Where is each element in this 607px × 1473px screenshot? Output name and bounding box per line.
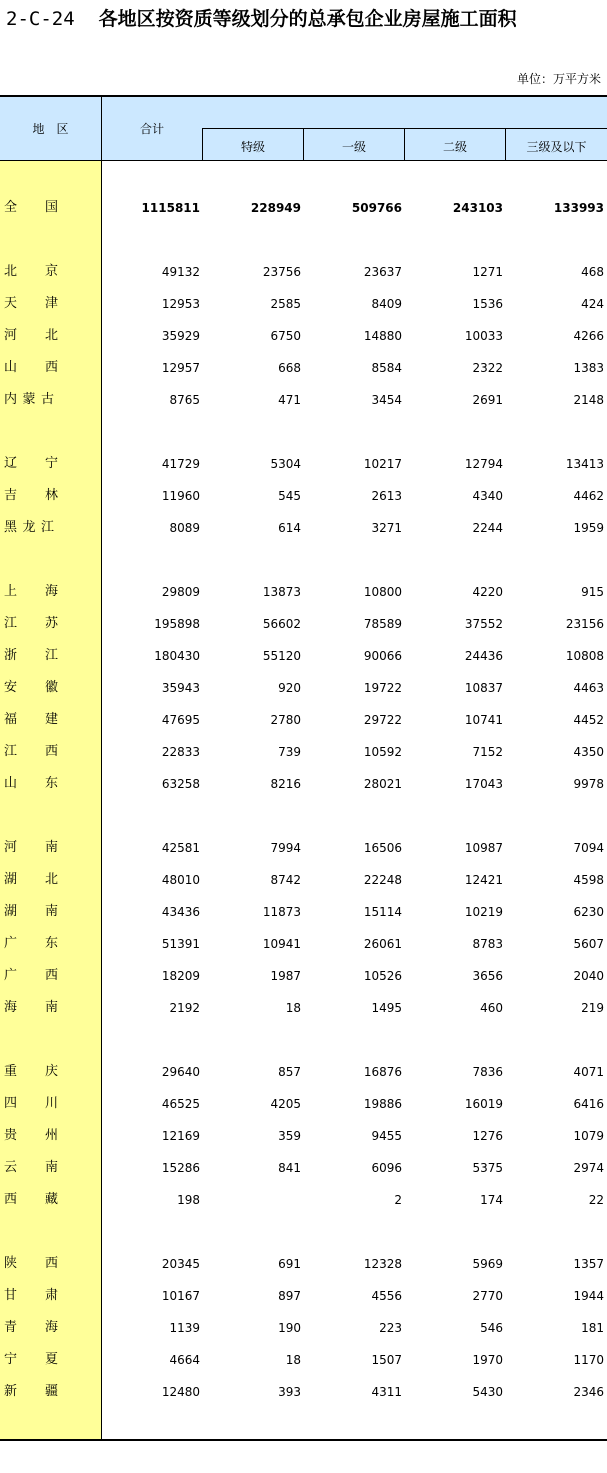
value-special-grade: 668: [278, 361, 301, 375]
value-total: 48010: [161, 873, 200, 887]
region-name: 甘肃: [4, 1288, 58, 1303]
header-grade-three-below: 三级及以下: [526, 140, 587, 154]
value-total: 63258: [161, 777, 200, 791]
value-special-grade: 359: [278, 1129, 301, 1143]
value-special-grade: 13873: [262, 585, 301, 599]
value-grade-one: 223: [379, 1321, 402, 1335]
region-name: 山西: [4, 360, 58, 375]
value-grade-one: 8584: [371, 361, 402, 375]
region-name: 四川: [4, 1096, 58, 1111]
region-name: 湖南: [4, 904, 58, 919]
value-total: 12957: [161, 361, 200, 375]
region-name: 青海: [4, 1320, 58, 1335]
value-grade-three-below: 4462: [573, 489, 604, 503]
value-grade-one: 1507: [371, 1353, 402, 1367]
table-row: [0, 288, 607, 320]
value-special-grade: 393: [278, 1385, 301, 1399]
value-grade-three-below: 10808: [565, 649, 604, 663]
value-total: 43436: [161, 905, 200, 919]
value-total: 11960: [161, 489, 200, 503]
header-bottom-border: [0, 160, 607, 161]
value-special-grade: 545: [278, 489, 301, 503]
value-total: 8765: [169, 393, 200, 407]
value-special-grade: 691: [278, 1257, 301, 1271]
value-special-grade: 56602: [262, 617, 301, 631]
value-grade-two: 1271: [472, 265, 503, 279]
region-name: 重庆: [4, 1064, 58, 1079]
table-code: 2-C-24: [6, 8, 75, 30]
table-row: [0, 672, 607, 704]
table-top-border: [0, 95, 607, 97]
region-name: 宁夏: [4, 1352, 58, 1367]
region-name: 云南: [4, 1160, 58, 1175]
region-name: 湖北: [4, 872, 58, 887]
value-total: 1139: [169, 1321, 200, 1335]
value-total: 195898: [154, 617, 200, 631]
value-grade-three-below: 133993: [553, 201, 604, 215]
region-name: 浙江: [4, 648, 58, 663]
table-row: [0, 640, 607, 672]
value-special-grade: 614: [278, 521, 301, 535]
value-total: 29640: [161, 1065, 200, 1079]
value-special-grade: 1987: [270, 969, 301, 983]
value-grade-two: 7836: [472, 1065, 503, 1079]
region-name: 河北: [4, 328, 58, 343]
value-grade-one: 78589: [363, 617, 402, 631]
value-special-grade: 55120: [262, 649, 301, 663]
value-grade-three-below: 2974: [573, 1161, 604, 1175]
value-grade-three-below: 1170: [573, 1353, 604, 1367]
region-name: 福建: [4, 712, 58, 727]
table-row: [0, 864, 607, 896]
value-grade-three-below: 424: [581, 297, 604, 311]
header-region: 地 区: [32, 122, 69, 136]
region-name: 天津: [4, 296, 58, 311]
value-grade-two: 2770: [472, 1289, 503, 1303]
value-total: 51391: [161, 937, 200, 951]
value-grade-two: 10741: [464, 713, 503, 727]
value-total: 47695: [161, 713, 200, 727]
table-row: [0, 1248, 607, 1280]
value-grade-three-below: 181: [581, 1321, 604, 1335]
value-grade-three-below: 2040: [573, 969, 604, 983]
table-row: [0, 1312, 607, 1344]
table-row: [0, 256, 607, 288]
value-special-grade: 10941: [262, 937, 301, 951]
value-grade-three-below: 915: [581, 585, 604, 599]
value-special-grade: 6750: [270, 329, 301, 343]
value-grade-one: 16876: [363, 1065, 402, 1079]
value-grade-two: 17043: [464, 777, 503, 791]
value-special-grade: 4205: [270, 1097, 301, 1111]
table-row: [0, 960, 607, 992]
value-grade-three-below: 4463: [573, 681, 604, 695]
region-name: 广西: [4, 968, 58, 983]
value-total: 49132: [161, 265, 200, 279]
value-special-grade: 857: [278, 1065, 301, 1079]
value-grade-two: 5375: [472, 1161, 503, 1175]
region-name: 内蒙古: [4, 392, 54, 407]
value-grade-three-below: 4598: [573, 873, 604, 887]
value-special-grade: 897: [278, 1289, 301, 1303]
value-grade-three-below: 13413: [565, 457, 604, 471]
value-special-grade: 5304: [270, 457, 301, 471]
region-name: 江西: [4, 744, 58, 759]
table-row: [0, 608, 607, 640]
value-grade-two: 7152: [472, 745, 503, 759]
value-grade-three-below: 4266: [573, 329, 604, 343]
header-special-grade: 特级: [240, 140, 265, 154]
value-grade-two: 1276: [472, 1129, 503, 1143]
region-name: 贵州: [4, 1128, 58, 1143]
table-row: [0, 480, 607, 512]
value-grade-three-below: 1944: [573, 1289, 604, 1303]
value-grade-two: 3656: [472, 969, 503, 983]
table-title: 各地区按资质等级划分的总承包企业房屋施工面积: [98, 8, 517, 30]
value-grade-one: 3271: [371, 521, 402, 535]
value-special-grade: 18: [285, 1001, 301, 1015]
region-name: 新疆: [4, 1384, 58, 1399]
table-row: [0, 1120, 607, 1152]
value-total: 18209: [161, 969, 200, 983]
value-total: 8089: [169, 521, 200, 535]
value-total: 198: [177, 1193, 200, 1207]
value-special-grade: 18: [285, 1353, 301, 1367]
table-row: [0, 1088, 607, 1120]
table-row: [0, 1056, 607, 1088]
table-row: [0, 352, 607, 384]
value-total: 15286: [161, 1161, 200, 1175]
value-grade-two: 546: [480, 1321, 503, 1335]
value-grade-three-below: 22: [588, 1193, 604, 1207]
region-name: 安徽: [4, 680, 58, 695]
value-grade-three-below: 4452: [573, 713, 604, 727]
region-name: 海南: [4, 1000, 58, 1015]
value-grade-two: 8783: [472, 937, 503, 951]
value-special-grade: 7994: [270, 841, 301, 855]
value-grade-three-below: 6230: [573, 905, 604, 919]
region-name: 辽宁: [4, 456, 58, 471]
value-grade-one: 15114: [363, 905, 402, 919]
value-special-grade: 23756: [262, 265, 301, 279]
table-row: [0, 768, 607, 800]
value-grade-one: 28021: [363, 777, 402, 791]
value-grade-one: 90066: [363, 649, 402, 663]
value-grade-three-below: 2148: [573, 393, 604, 407]
value-grade-two: 1970: [472, 1353, 503, 1367]
value-grade-three-below: 1959: [573, 521, 604, 535]
value-total: 1115811: [141, 201, 200, 215]
value-special-grade: 2585: [270, 297, 301, 311]
value-total: 22833: [161, 745, 200, 759]
value-total: 46525: [161, 1097, 200, 1111]
value-total: 41729: [161, 457, 200, 471]
region-name: 上海: [4, 584, 58, 599]
value-special-grade: 2780: [270, 713, 301, 727]
value-grade-three-below: 1357: [573, 1257, 604, 1271]
value-grade-one: 9455: [371, 1129, 402, 1143]
value-grade-two: 2691: [472, 393, 503, 407]
value-special-grade: 841: [278, 1161, 301, 1175]
value-grade-three-below: 4071: [573, 1065, 604, 1079]
value-grade-one: 2613: [371, 489, 402, 503]
value-grade-three-below: 1079: [573, 1129, 604, 1143]
value-grade-one: 14880: [363, 329, 402, 343]
value-grade-three-below: 6416: [573, 1097, 604, 1111]
value-grade-three-below: 219: [581, 1001, 604, 1015]
value-grade-one: 2: [394, 1193, 402, 1207]
value-grade-two: 2322: [472, 361, 503, 375]
value-grade-one: 19722: [363, 681, 402, 695]
value-grade-two: 16019: [464, 1097, 503, 1111]
table-row: [0, 1152, 607, 1184]
value-grade-two: 1536: [472, 297, 503, 311]
value-total: 35929: [161, 329, 200, 343]
value-special-grade: 190: [278, 1321, 301, 1335]
region-name: 北京: [4, 264, 58, 279]
table-row: [0, 576, 607, 608]
table-row: [0, 736, 607, 768]
value-grade-two: 4340: [472, 489, 503, 503]
header-grade-two: 二级: [442, 140, 467, 154]
value-grade-one: 6096: [371, 1161, 402, 1175]
value-grade-two: 243103: [452, 201, 503, 215]
unit-label: 单位：万平方米: [516, 72, 601, 86]
value-grade-two: 460: [480, 1001, 503, 1015]
table-row: [0, 1376, 607, 1408]
value-special-grade: 920: [278, 681, 301, 695]
value-grade-two: 5430: [472, 1385, 503, 1399]
value-grade-three-below: 23156: [565, 617, 604, 631]
region-name: 河南: [4, 840, 58, 855]
region-name: 吉林: [4, 488, 58, 503]
header-total: 合计: [139, 122, 164, 136]
value-special-grade: 8742: [270, 873, 301, 887]
value-special-grade: 8216: [270, 777, 301, 791]
table-row: [0, 896, 607, 928]
table-bottom-border: [0, 1439, 607, 1441]
value-grade-three-below: 5607: [573, 937, 604, 951]
value-special-grade: 471: [278, 393, 301, 407]
table-row: [0, 512, 607, 544]
value-grade-one: 23637: [363, 265, 402, 279]
value-grade-one: 29722: [363, 713, 402, 727]
value-total: 180430: [154, 649, 200, 663]
region-name: 陕西: [4, 1256, 58, 1271]
value-grade-two: 10033: [464, 329, 503, 343]
value-total: 4664: [169, 1353, 200, 1367]
value-total: 12953: [161, 297, 200, 311]
value-special-grade: 228949: [250, 201, 301, 215]
region-name: 山东: [4, 776, 58, 791]
value-grade-one: 509766: [351, 201, 402, 215]
value-grade-one: 19886: [363, 1097, 402, 1111]
table-row: [0, 832, 607, 864]
header-grade-one: 一级: [341, 140, 366, 154]
table-row: [0, 192, 607, 224]
value-total: 10167: [161, 1289, 200, 1303]
value-total: 42581: [161, 841, 200, 855]
region-name: 全国: [4, 200, 58, 215]
value-grade-two: 12794: [464, 457, 503, 471]
table-row: [0, 448, 607, 480]
value-total: 29809: [161, 585, 200, 599]
value-grade-one: 10526: [363, 969, 402, 983]
region-name: 西藏: [4, 1192, 58, 1207]
value-total: 35943: [161, 681, 200, 695]
value-grade-one: 10800: [363, 585, 402, 599]
value-grade-one: 22248: [363, 873, 402, 887]
table-row: [0, 384, 607, 416]
value-grade-one: 4311: [371, 1385, 402, 1399]
table-row: [0, 1280, 607, 1312]
value-special-grade: 739: [278, 745, 301, 759]
value-grade-one: 12328: [363, 1257, 402, 1271]
region-name: 黑龙江: [4, 520, 54, 535]
value-grade-one: 1495: [371, 1001, 402, 1015]
page-title: [6, 4, 517, 34]
value-grade-two: 2244: [472, 521, 503, 535]
table-row: [0, 992, 607, 1024]
value-grade-one: 4556: [371, 1289, 402, 1303]
value-total: 12169: [161, 1129, 200, 1143]
value-grade-three-below: 4350: [573, 745, 604, 759]
value-total: 20345: [161, 1257, 200, 1271]
value-grade-three-below: 1383: [573, 361, 604, 375]
region-name: 江苏: [4, 616, 58, 631]
value-grade-two: 4220: [472, 585, 503, 599]
table-row: [0, 320, 607, 352]
region-name: 广东: [4, 936, 58, 951]
value-grade-two: 10987: [464, 841, 503, 855]
value-grade-one: 3454: [371, 393, 402, 407]
value-grade-one: 10592: [363, 745, 402, 759]
value-grade-two: 174: [480, 1193, 503, 1207]
value-grade-three-below: 9978: [573, 777, 604, 791]
value-total: 12480: [161, 1385, 200, 1399]
value-special-grade: 11873: [262, 905, 301, 919]
table-row: [0, 704, 607, 736]
value-total: 2192: [169, 1001, 200, 1015]
value-grade-three-below: 468: [581, 265, 604, 279]
value-grade-three-below: 2346: [573, 1385, 604, 1399]
value-grade-one: 26061: [363, 937, 402, 951]
value-grade-two: 5969: [472, 1257, 503, 1271]
table-row: [0, 1344, 607, 1376]
table-row: [0, 1184, 607, 1216]
value-grade-two: 10837: [464, 681, 503, 695]
value-grade-two: 24436: [464, 649, 503, 663]
value-grade-two: 10219: [464, 905, 503, 919]
table-row: [0, 928, 607, 960]
value-grade-one: 10217: [363, 457, 402, 471]
value-grade-two: 12421: [464, 873, 503, 887]
value-grade-two: 37552: [464, 617, 503, 631]
value-grade-one: 16506: [363, 841, 402, 855]
value-grade-three-below: 7094: [573, 841, 604, 855]
value-grade-one: 8409: [371, 297, 402, 311]
